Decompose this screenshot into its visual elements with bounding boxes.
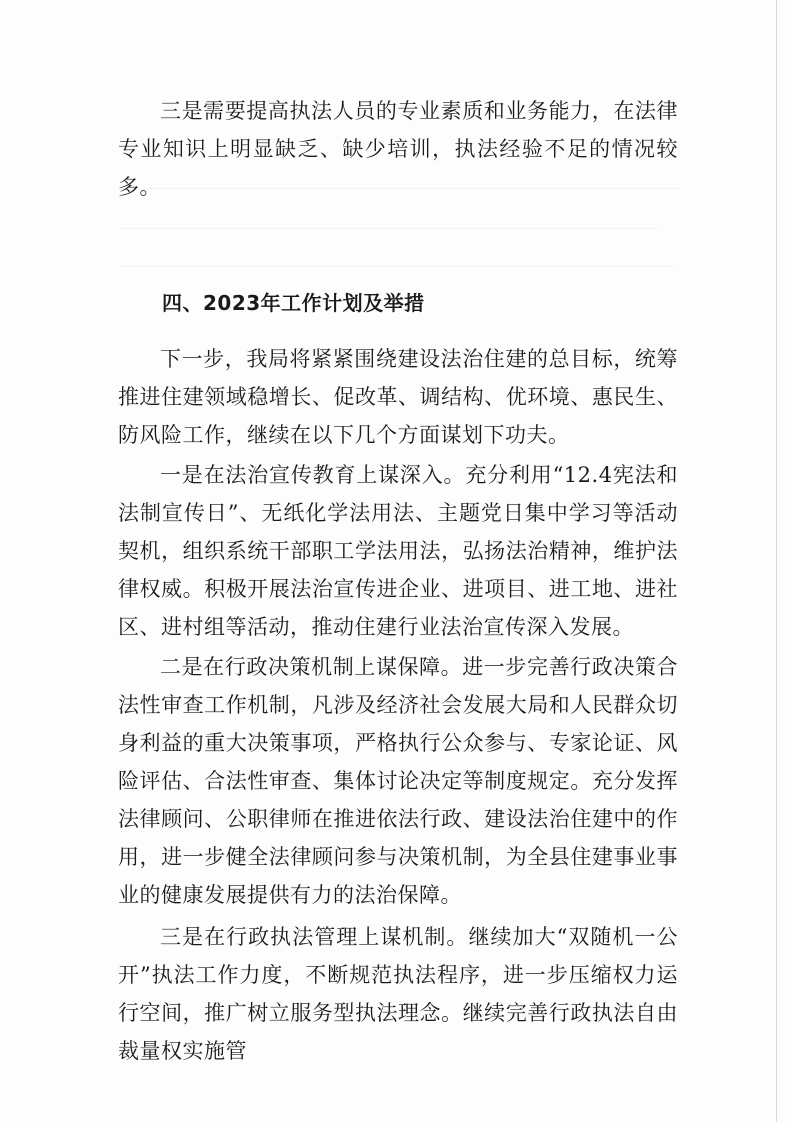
- paragraph-third-problem: 三是需要提高执法人员的专业素质和业务能力，在法律专业知识上明显缺乏、缺少培训，执法经验不足的情况较多。: [118, 99, 678, 199]
- document-body: [118, 92, 678, 1070]
- paragraph-law-enforcement: 三是在行政执法管理上谋机制。继续加大“双随机一公开”执法工作力度，不断规范执法程序，进一步压缩权力运行空间，推广树立服务型执法理念。继续完善行政执法自由裁量权实施管: [118, 925, 678, 1063]
- paragraph-next-steps: 下一步，我局将紧紧围绕建设法治住建的总目标，统筹推进住建领域稳增长、促改革、调结构、优环境、惠民生、防风险工作，继续在以下几个方面谋划下功夫。: [118, 347, 678, 447]
- paragraph-decision-mechanism: 二是在行政决策机制上谋保障。进一步完善行政决策合法性审查工作机制，凡涉及经济社会发展大局和人民群众切身利益的重大决策事项，严格执行公众参与、专家论证、风险评估、合法性审查、集体讨论决定等制度规定。充分发挥法律顾问、公职律师在推进依法行政、建设法治住建中的作用，进一步健全法律顾问参与决策机制，为全县住建事业事业的健康发展提供有力的法治保障。: [118, 655, 678, 907]
- page-edge-line: [776, 0, 777, 1122]
- paragraph-legal-publicity: 一是在法治宣传教育上谋深入。充分利用“12.4宪法和法制宣传日”、无纸化学法用法、主题党日集中学习等活动契机，组织系统干部职工学法用法，弘扬法治精神，维护法律权威。积极开展法治宣传进企业、进项目、进工地、进社区、进村组等活动，推动住建行业法治宣传深入发展。: [118, 463, 678, 639]
- section-heading: 四、2023年工作计划及举措: [162, 291, 425, 315]
